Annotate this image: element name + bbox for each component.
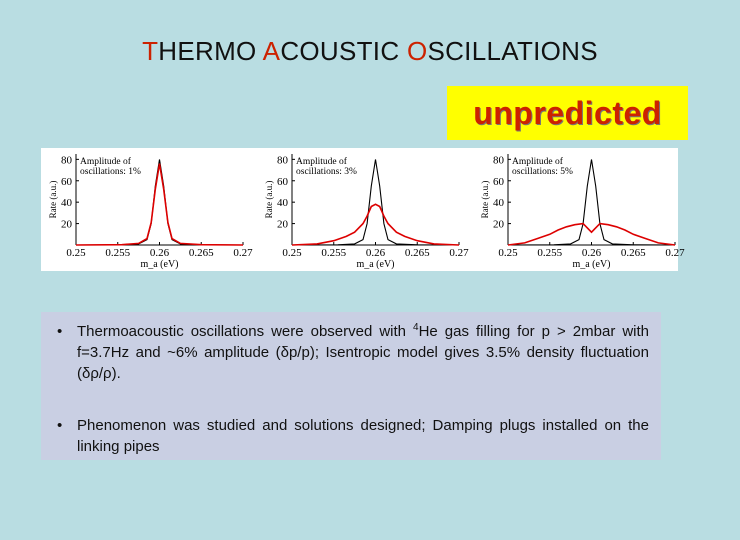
x-tick-label: 0.255 — [105, 247, 131, 259]
title-capital: T — [142, 36, 159, 66]
series-line-red — [292, 204, 459, 245]
chart-panel — [41, 148, 685, 271]
y-tick-label: 80 — [493, 154, 504, 167]
y-axis-label: Rate (a.u.) — [48, 180, 58, 219]
x-tick-label: 0.265 — [620, 247, 646, 259]
title-text: SCILLATIONS — [427, 36, 598, 66]
title-text: COUSTIC — [280, 36, 407, 66]
x-tick-label: 0.26 — [581, 247, 602, 259]
y-tick-label: 40 — [277, 197, 288, 210]
bullet-box — [41, 312, 661, 460]
y-tick-label: 80 — [277, 154, 288, 167]
x-tick-label: 0.25 — [498, 247, 518, 259]
x-tick-label: 0.26 — [365, 247, 386, 259]
y-tick-label: 20 — [277, 218, 288, 231]
x-axis-label: m_a (eV) — [572, 259, 611, 270]
y-tick-label: 20 — [493, 218, 504, 231]
y-tick-label: 80 — [61, 154, 72, 167]
slide-title — [0, 36, 740, 67]
superscript: 4 — [413, 322, 419, 333]
y-tick-label: 20 — [61, 218, 72, 231]
unpredicted-tag — [447, 86, 688, 140]
x-tick-label: 0.265 — [188, 247, 214, 259]
bullet-dot-icon: • — [57, 417, 63, 434]
x-tick-label: 0.27 — [449, 247, 469, 259]
x-tick-label: 0.265 — [404, 247, 430, 259]
y-axis-label: Rate (a.u.) — [480, 180, 490, 219]
amplitude-annotation: Amplitude of — [512, 157, 563, 167]
bullet-text — [77, 415, 649, 457]
bullet-segment: He gas filling for p > 2mbar with f=3.7Hz and ~6% amplitude (δp/p); Isentropic model gives 3.5% density fluctuation (δρ/ρ). — [77, 323, 650, 382]
x-tick-label: 0.255 — [537, 247, 563, 259]
bullet-text — [77, 321, 649, 384]
x-axis-label: m_a (eV) — [140, 259, 179, 270]
title-capital: A — [262, 36, 281, 66]
x-tick-label: 0.27 — [233, 247, 253, 259]
x-tick-label: 0.27 — [665, 247, 685, 259]
oscillation-charts — [41, 148, 685, 271]
x-axis-label: m_a (eV) — [356, 259, 395, 270]
amplitude-annotation: Amplitude of — [296, 157, 347, 167]
x-tick-label: 0.25 — [282, 247, 302, 259]
bullet-dot-icon: • — [57, 323, 63, 340]
unpredicted-label: unpredicted — [473, 94, 662, 131]
title-capital: O — [406, 36, 428, 66]
y-tick-label: 40 — [493, 197, 504, 210]
amplitude-annotation: oscillations: 3% — [296, 167, 357, 177]
y-tick-label: 60 — [493, 175, 504, 188]
bullet-segment: Phenomenon was studied and solutions designed; Damping plugs installed on the linking pipes — [77, 417, 649, 455]
y-tick-label: 60 — [61, 175, 72, 188]
amplitude-annotation: oscillations: 1% — [80, 167, 141, 177]
y-tick-label: 60 — [277, 175, 288, 188]
x-tick-label: 0.26 — [149, 247, 170, 259]
bullet-item-solution — [57, 415, 649, 457]
series-line-red — [508, 224, 675, 245]
bullet-segment: Thermoacoustic oscillations were observed with — [77, 323, 414, 340]
amplitude-annotation: oscillations: 5% — [512, 167, 573, 177]
x-tick-label: 0.25 — [66, 247, 86, 259]
title-text: HERMO — [158, 36, 263, 66]
amplitude-annotation: Amplitude of — [80, 157, 131, 167]
y-axis-label: Rate (a.u.) — [264, 180, 274, 219]
y-tick-label: 40 — [61, 197, 72, 210]
x-tick-label: 0.255 — [321, 247, 347, 259]
bullet-item-observation — [57, 321, 649, 384]
